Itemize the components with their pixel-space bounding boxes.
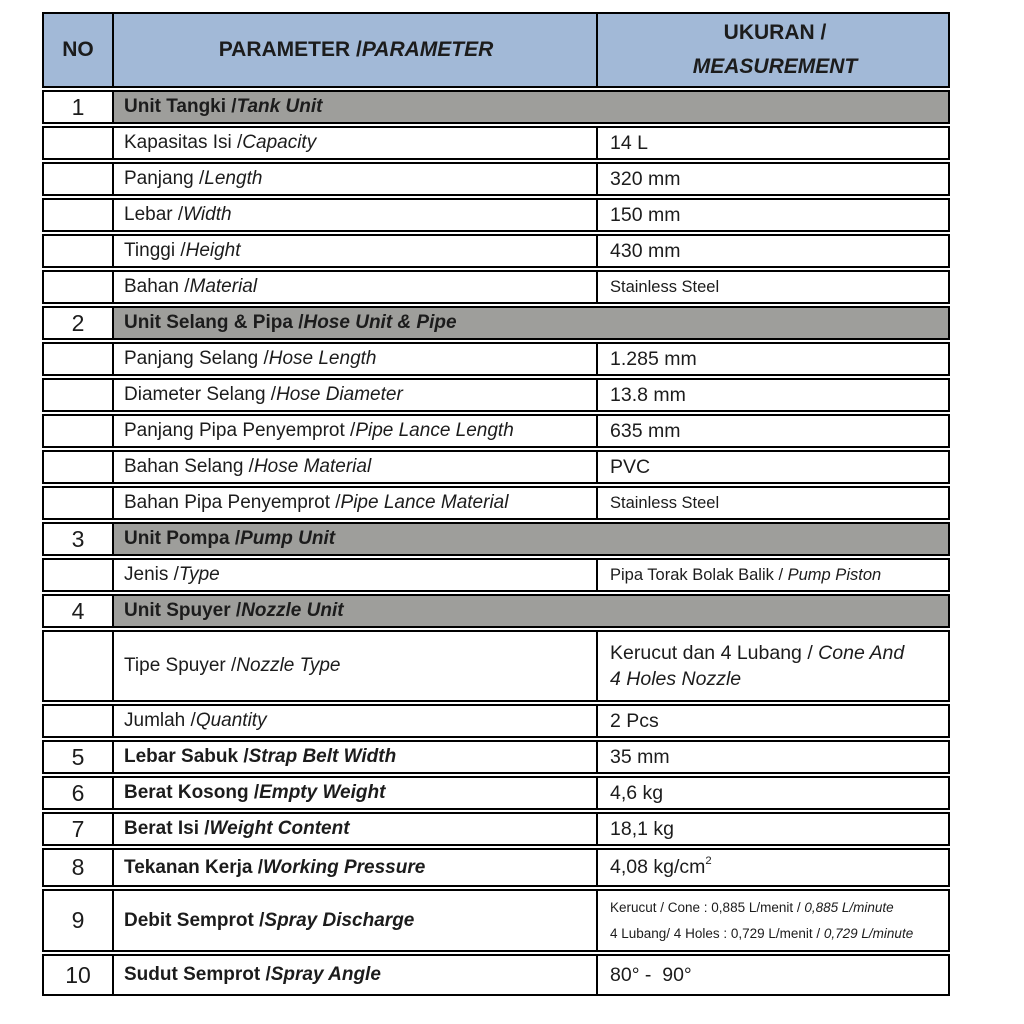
data-row <box>42 954 950 996</box>
parameter-cell <box>114 416 596 446</box>
text-part: 4 Lubang/ 4 Holes : 0,729 L/menit / <box>610 925 824 941</box>
text-part: Bahan / <box>124 276 190 298</box>
measurement-line <box>610 240 940 262</box>
row-number-cell <box>44 344 114 374</box>
text-part: 14 L <box>610 131 648 154</box>
text-part: Pipa Torak Bolak Balik / <box>610 565 788 584</box>
text-part: Pump Piston <box>787 565 882 584</box>
parameter-cell <box>114 560 596 590</box>
text-part: Tank Unit <box>236 96 323 117</box>
text-part: Material <box>189 276 258 298</box>
data-row <box>42 162 950 196</box>
text-part: Weight Content <box>209 818 350 840</box>
text-part: Spray Angle <box>270 964 381 986</box>
parameter-cell <box>114 128 596 158</box>
text-part: Unit Selang & Pipa / <box>124 312 304 333</box>
text-part: 150 mm <box>610 203 681 226</box>
text-part: Berat Isi / <box>124 818 210 840</box>
measurement-cell <box>596 850 948 885</box>
text-part: Working Pressure <box>263 856 426 878</box>
row-number-cell <box>44 380 114 410</box>
text-part: 4 Holes Nozzle <box>610 668 742 690</box>
measurement-cell <box>596 380 948 410</box>
data-row <box>42 740 950 774</box>
measurement-cell <box>596 488 948 518</box>
measurement-cell <box>596 272 948 302</box>
text-part: Lebar / <box>124 204 184 226</box>
measurement-line <box>610 566 940 585</box>
text-part: Stainless Steel <box>610 493 720 512</box>
section-row <box>42 522 950 556</box>
section-title-cell <box>114 596 948 626</box>
text-part: Quantity <box>195 710 267 732</box>
text-part: Kerucut / Cone : 0,885 L/menit / <box>610 899 805 915</box>
text-part: Width <box>183 204 232 226</box>
measurement-line <box>610 204 940 226</box>
measurement-line <box>610 420 940 442</box>
row-number-cell <box>44 272 114 302</box>
text-part: Hose Unit & Pipe <box>303 312 457 333</box>
measurement-cell <box>596 778 948 808</box>
data-row <box>42 558 950 592</box>
row-number-cell: 8 <box>44 850 114 885</box>
text-part: Lebar Sabuk / <box>124 746 249 768</box>
data-row <box>42 889 950 952</box>
data-row <box>42 126 950 160</box>
row-number-cell: 6 <box>44 778 114 808</box>
measurement-cell <box>596 236 948 266</box>
text-part: Strap Belt Width <box>248 746 397 768</box>
parameter-cell <box>114 452 596 482</box>
data-row <box>42 378 950 412</box>
data-row <box>42 450 950 484</box>
text-part: Pipe Lance Length <box>355 420 514 442</box>
measurement-cell <box>596 891 948 950</box>
spec-table-body <box>42 90 950 996</box>
data-row <box>42 342 950 376</box>
measurement-line <box>610 818 940 840</box>
measurement-line <box>610 710 940 732</box>
header-measurement <box>596 14 948 86</box>
measurement-cell <box>596 452 948 482</box>
parameter-cell <box>114 891 596 950</box>
text-part: MEASUREMENT <box>692 54 858 78</box>
data-row <box>42 812 950 846</box>
row-number-cell <box>44 488 114 518</box>
header-measurement-line2 <box>693 55 858 79</box>
text-part: Bahan Selang / <box>124 456 254 478</box>
text-part: UKURAN / <box>723 21 827 45</box>
measurement-line <box>610 278 940 297</box>
data-row <box>42 630 950 702</box>
data-row <box>42 234 950 268</box>
measurement-line <box>610 856 940 878</box>
row-number-cell <box>44 164 114 194</box>
text-part: Unit Spuyer / <box>124 600 242 621</box>
parameter-cell <box>114 380 596 410</box>
text-part: Tekanan Kerja / <box>124 856 264 878</box>
row-number-cell: 2 <box>44 308 114 338</box>
row-number-cell <box>44 128 114 158</box>
row-number-cell: 7 <box>44 814 114 844</box>
parameter-cell <box>114 272 596 302</box>
text-part: Debit Semprot / <box>124 909 265 931</box>
measurement-line <box>610 782 940 804</box>
parameter-cell <box>114 236 596 266</box>
text-part: Panjang / <box>124 168 205 190</box>
data-row <box>42 486 950 520</box>
measurement-line <box>610 494 940 513</box>
text-part: Length <box>204 168 263 190</box>
text-part: Type <box>178 564 220 586</box>
section-row <box>42 594 950 628</box>
measurement-line <box>610 642 940 664</box>
section-title-cell <box>114 308 948 338</box>
text-part: Height <box>185 240 241 262</box>
measurement-line <box>610 132 940 154</box>
measurement-cell <box>596 416 948 446</box>
parameter-cell <box>114 850 596 885</box>
text-part: Panjang Selang / <box>124 348 269 370</box>
row-number-cell: 1 <box>44 92 114 122</box>
measurement-line <box>610 668 940 690</box>
text-part: 13.8 mm <box>610 383 686 406</box>
text-part: Jumlah / <box>124 710 196 732</box>
text-part: 1.285 mm <box>610 347 697 370</box>
text-part: Spray Discharge <box>264 909 415 931</box>
text-part: Panjang Pipa Penyemprot / <box>124 420 356 442</box>
data-row <box>42 776 950 810</box>
text-part: 0,729 L/minute <box>823 925 914 941</box>
text-part: 430 mm <box>610 239 681 262</box>
measurement-cell <box>596 344 948 374</box>
text-part: 320 mm <box>610 167 681 190</box>
row-number-cell: 10 <box>44 956 114 994</box>
measurement-line <box>610 900 940 916</box>
text-part: 635 mm <box>610 419 681 442</box>
text-part: Stainless Steel <box>610 277 720 296</box>
measurement-cell <box>596 742 948 772</box>
row-number-cell <box>44 200 114 230</box>
text-part: Unit Pompa / <box>124 528 241 549</box>
data-row <box>42 198 950 232</box>
parameter-cell <box>114 706 596 736</box>
measurement-cell <box>596 164 948 194</box>
measurement-line <box>610 964 940 986</box>
section-row <box>42 90 950 124</box>
text-part: Hose Length <box>268 348 377 370</box>
text-part: Bahan Pipa Penyemprot / <box>124 492 341 514</box>
text-part: 4,08 kg/cm <box>610 856 706 879</box>
measurement-cell <box>596 814 948 844</box>
measurement-line <box>610 348 940 370</box>
data-row <box>42 848 950 887</box>
data-row <box>42 414 950 448</box>
text-part: Sudut Semprot / <box>124 964 271 986</box>
header-parameter <box>114 14 596 86</box>
parameter-cell <box>114 488 596 518</box>
measurement-line <box>610 384 940 406</box>
parameter-cell <box>114 164 596 194</box>
text-part: PVC <box>610 455 651 478</box>
text-part: Pump Unit <box>240 528 336 549</box>
row-number-cell <box>44 632 114 700</box>
row-number-cell <box>44 452 114 482</box>
parameter-cell <box>114 814 596 844</box>
text-part: Hose Diameter <box>276 384 403 406</box>
row-number-cell: 4 <box>44 596 114 626</box>
section-title-cell <box>114 92 948 122</box>
text-part: 2 <box>705 855 712 868</box>
header-measurement-line1 <box>724 21 827 45</box>
section-row <box>42 306 950 340</box>
text-part: Diameter Selang / <box>124 384 277 406</box>
measurement-cell <box>596 200 948 230</box>
text-part: 0,885 L/minute <box>804 899 894 915</box>
parameter-cell <box>114 956 596 994</box>
data-row <box>42 704 950 738</box>
text-part: PARAMETER / <box>218 37 362 61</box>
parameter-cell <box>114 344 596 374</box>
text-part: 80° - 90° <box>610 963 692 986</box>
text-part: Nozzle Unit <box>241 600 344 621</box>
measurement-line <box>610 456 940 478</box>
section-title-cell <box>114 524 948 554</box>
row-number-cell <box>44 416 114 446</box>
text-part: Nozzle Type <box>236 655 341 677</box>
text-part: Jenis / <box>124 564 179 586</box>
row-number-cell <box>44 560 114 590</box>
text-part: 18,1 kg <box>610 817 674 840</box>
text-part: Cone And <box>818 641 905 664</box>
parameter-cell <box>114 632 596 700</box>
text-part: Berat Kosong / <box>124 782 260 804</box>
parameter-cell <box>114 742 596 772</box>
measurement-line <box>610 926 940 942</box>
text-part: Tinggi / <box>124 240 186 262</box>
table-header-row <box>42 12 950 88</box>
row-number-cell: 9 <box>44 891 114 950</box>
data-row <box>42 270 950 304</box>
text-part: PARAMETER <box>361 37 494 61</box>
measurement-cell <box>596 560 948 590</box>
measurement-line <box>610 168 940 190</box>
text-part: 2 Pcs <box>610 709 659 732</box>
text-part: 35 mm <box>610 745 670 768</box>
text-part: Empty Weight <box>259 782 386 804</box>
text-part: Capacity <box>242 132 317 154</box>
measurement-cell <box>596 632 948 700</box>
parameter-cell <box>114 778 596 808</box>
row-number-cell <box>44 236 114 266</box>
header-no: NO <box>44 14 114 86</box>
text-part: 4,6 kg <box>610 781 664 804</box>
text-part: Unit Tangki / <box>124 96 237 117</box>
row-number-cell <box>44 706 114 736</box>
parameter-cell <box>114 200 596 230</box>
measurement-line <box>610 746 940 768</box>
text-part: Tipe Spuyer / <box>124 655 237 677</box>
row-number-cell: 3 <box>44 524 114 554</box>
text-part: Kerucut dan 4 Lubang / <box>610 641 819 664</box>
row-number-cell: 5 <box>44 742 114 772</box>
text-part: Pipe Lance Material <box>340 492 509 514</box>
spec-table <box>42 12 950 998</box>
text-part: Hose Material <box>253 456 372 478</box>
text-part: Kapasitas Isi / <box>124 132 243 154</box>
measurement-cell <box>596 128 948 158</box>
measurement-cell <box>596 706 948 736</box>
measurement-cell <box>596 956 948 994</box>
